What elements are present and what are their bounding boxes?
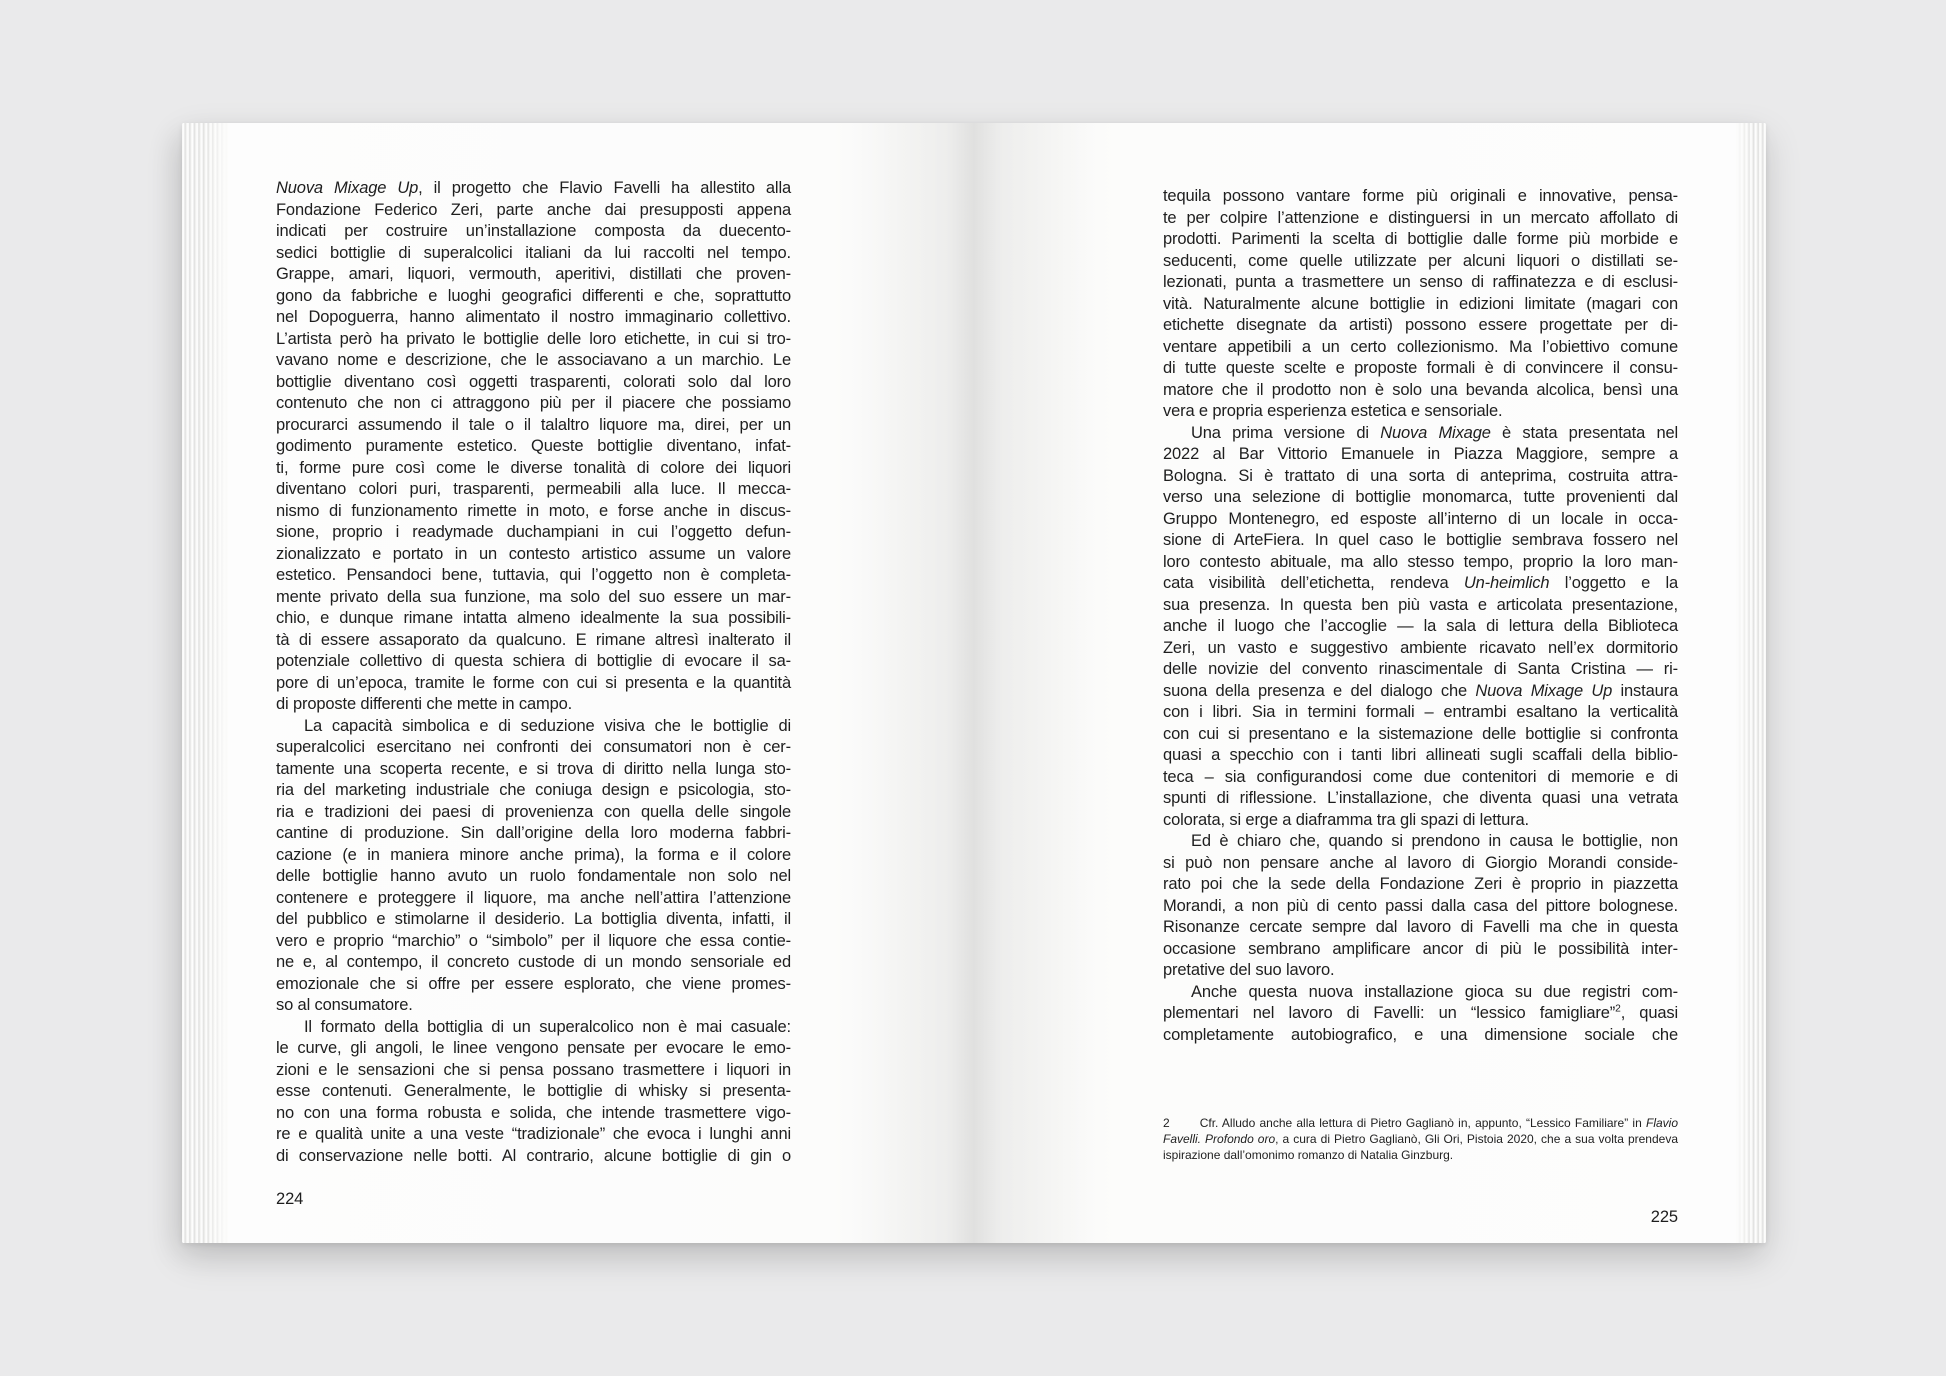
text-line: Anche questa nuova installazione gioca su due registri com- [1191,982,1678,1001]
text-line: ispirazione dall’omonimo romanzo di Natalia Ginzburg. [1163,1148,1454,1162]
text-line: so al consumatore. [276,996,413,1014]
text-line: ne e, al contempo, il concreto custode di un mondo sensoriale ed [276,953,791,971]
text-line: tequila possono vantare forme più originali e innovative, pensa- [1163,187,1678,205]
text-line: estetico. Pensandoci bene, tuttavia, qui l’oggetto non è completa- [276,566,791,584]
text-line: del pubblico e stimolarne il desiderio. La bottiglia diventa, infatti, il [276,910,791,928]
text-line: L’artista però ha privato le bottiglie delle loro etichette, in cui si tro- [276,329,791,348]
text-line: Morandi, a non più di cento passi dalla casa del pittore bolognese. [1163,896,1678,915]
text-line: pretative del suo lavoro. [1163,961,1335,979]
footnote-reference: 2 [1615,1003,1621,1015]
text-line: cata visibilità dell’etichetta, rendeva Un-heimlich l’oggetto e la [1163,574,1679,592]
text-line: zioni e le sensazioni che si pensa possano trasmettere i liquori in [276,1060,791,1079]
text-line: plementari nel lavoro di Favelli: un “lessico famigliare”$^2$, quasi [1163,1003,1678,1022]
italic-text: Nuova Mixage Up [1475,681,1613,700]
text-line: di tutte queste scelte e proposte formali è di convincere il consu- [1163,359,1678,377]
text-line: delle bottiglie hanno avuto un ruolo fondamentale non solo nel [276,867,791,885]
text-line: matore che il prodotto non è solo una bevanda alcolica, bensì una [1163,380,1678,399]
text-line: Nuova Mixage Up, il progetto che Flavio Favelli ha allestito alla [276,179,791,197]
text-line: contenuto che non ci attraggono più per il piacere che possiamo [276,394,791,412]
text-line: cantine di produzione. Sin dall’origine della loro moderna fabbri- [276,824,791,842]
text-line: occasione sembrano amplificare ancor di più le possibilità inter- [1163,939,1678,958]
text-line: quasi a specchio con i tanti libri allineati sugli scaffali della biblio- [1163,746,1678,764]
italic-text: Nuova Mixage [1380,423,1491,442]
text-line: te per colpire l’attenzione e distinguersi in un mercato affollato di [1163,208,1678,227]
text-line: seducenti, come quelle utilizzate per alcuni liquori o distillati se- [1163,251,1678,270]
text-line: sione, proprio i readymade duchampiani in cui l’oggetto defun- [276,523,791,541]
text-line: suona della presenza e del dialogo che Nuova Mixage Up instaura [1163,681,1678,700]
text-line: diventano colori puri, trasparenti, permeabili alla luce. Il mecca- [276,480,791,498]
left-page-edges [182,123,228,1243]
text-line: ria del marketing industriale che coniuga design e psicologia, sto- [276,781,791,799]
text-line: Fondazione Federico Zeri, parte anche dai presupposti appena [276,200,791,219]
text-line: loro contesto abituale, ma allo stesso tempo, proprio la loro man- [1163,552,1678,571]
text-line: superalcolici esercitano nei confronti dei consumatori non è cer- [276,738,791,756]
text-line: etichette disegnate da artisti) possono essere progettate per di- [1163,316,1678,334]
text-line: con i libri. Sia in termini formali – entrambi esaltano la verticalità [1163,703,1678,721]
text-line: colorata, si erge a diaframma tra gli spazi di lettura. [1163,810,1529,829]
open-book-spread [182,123,1766,1243]
text-line: La capacità simbolica e di seduzione visiva che le bottiglie di [304,716,791,735]
left-page-text-column [276,178,791,1167]
italic-text: Flavio [1645,1116,1678,1130]
right-page-edges [1736,123,1766,1243]
text-line: zionalizzato e portato in un contesto artistico assume un valore [276,544,791,563]
text-line: nel Dopoguerra, hanno alimentato il nostro immaginario collettivo. [276,308,791,326]
footnote [1163,1115,1678,1163]
text-line: Gruppo Montenegro, ed esposte all’interno di un locale in occa- [1163,509,1678,528]
text-line: rato poi che la sede della Fondazione Zeri è proprio in piazzetta [1163,875,1678,893]
text-line: Il formato della bottiglia di un superalcolico non è mai casuale: [304,1017,791,1036]
text-line: vero e proprio “marchio” o “simbolo” per il liquore che essa contie- [276,931,791,950]
text-line: nismo di funzionamento rimette in moto, e forse anche in discus- [276,501,791,520]
text-line: Favelli. Profondo oro, a cura di Pietro Gaglianò, Gli Ori, Pistoia 2020, che a sua volta prendeva [1163,1132,1678,1146]
text-line: ria e tradizioni dei paesi di provenienza con quella delle singole [276,802,791,821]
text-line: tamente una scoperta recente, e si trova di diritto nella lunga sto- [276,759,791,778]
text-line: re e qualità unite a una veste “tradizionale” che evoca i lunghi anni [276,1125,791,1143]
text-line: prodotti. Parimenti la scelta di bottiglie dalle forme più morbide e [1163,230,1678,248]
text-line: vera e propria esperienza estetica e sensoriale. [1163,402,1503,420]
text-line: 2022 al Bar Vittorio Emanuele in Piazza Maggiore, sempre a [1163,445,1678,463]
text-line: ventare appetibili a un certo collezionismo. Ma l’obiettivo comune [1163,337,1678,356]
text-line: indicati per costruire un’installazione composta da duecento- [276,222,791,240]
text-line: pore di un’epoca, tramite le forme con cui si presenta e la quantità [276,673,791,692]
text-line: emozionale che si offre per essere esplorato, che viene promes- [276,974,791,993]
text-line: spunti di riflessione. L’installazione, che diventa quasi una vetrata [1163,789,1678,807]
page-number-right: 225 [1650,1208,1678,1226]
italic-text: Un-heimlich [1463,574,1550,592]
italic-text: Nuova Mixage Up [276,179,419,197]
text-line: Bologna. Si è trattato di una sorta di anteprima, costruita attra- [1163,466,1678,485]
text-line: le curve, gli angoli, le linee vengono pensate per evocare le emo- [276,1039,791,1057]
text-line: mente privato della sua funzione, ma solo del suo essere un mar- [276,587,791,606]
text-line: verso una selezione di bottiglie monomarca, tutte provenienti dal [1163,488,1678,506]
text-line: teca – sia configurandosi come due contenitori di memorie e di [1163,767,1678,786]
text-line: si può non pensare anche al lavoro di Giorgio Morandi conside- [1163,853,1678,872]
text-line: tà di essere assaporato da qualcuno. E rimane altresì inalterato il [276,630,791,649]
text-line: di proposte differenti che mette in campo. [276,695,573,713]
text-line: 2 Cfr. Alludo anche alla lettura di Pietro Gaglianò in, appunto, “Lessico Familiare” in Flavio [1163,1116,1678,1130]
text-line: ti, forme pure così come le diverse tonalità di colore dei liquori [276,458,791,477]
text-line: esse contenuti. Generalmente, le bottiglie di whisky si presenta- [276,1082,791,1100]
text-line: anche il luogo che l’accoglie — la sala di lettura della Biblioteca [1163,617,1678,635]
page-number-left: 224 [276,1190,304,1208]
left-page [182,123,974,1243]
text-line: cazione (e in maniera minore anche prima), la forma e il colore [276,845,791,864]
text-line: Grappe, amari, liquori, vermouth, aperitivi, distillati che proven- [276,265,791,283]
text-line: procurarci assumendo il tale o il talaltro liquore ma, direi, per un [276,415,791,434]
right-page [974,123,1766,1243]
text-line: contenere e proteggere il liquore, ma anche nell’attira l’attenzione [276,888,791,907]
text-line: vavano nome e descrizione, che le associavano a un marchio. Le [276,351,791,369]
text-line: potenziale collettivo di questa schiera di bottiglie di evocare il sa- [276,652,791,670]
text-line: no con una forma robusta e solida, che intende trasmettere vigo- [276,1103,791,1122]
text-line: delle novizie del convento rinascimentale di Santa Cristina — ri- [1163,660,1678,678]
text-line: sua presenza. In questa ben più vasta e articolata presentazione, [1163,595,1678,614]
right-page-text-column [1163,186,1678,1046]
text-line: Ed è chiaro che, quando si prendono in causa le bottiglie, non [1191,832,1678,850]
text-line: Risonanze cercate sempre dal lavoro di Favelli ma che in questa [1163,918,1678,936]
text-line: chio, e dunque rimane intatta almeno idealmente la sua possibili- [276,609,791,627]
text-line: Una prima versione di Nuova Mixage è stata presentata nel [1191,423,1679,442]
text-line: con cui si presentano e la sistemazione delle bottiglie si confronta [1163,724,1678,743]
text-line: lezionati, punta a trasmettere un senso di raffinatezza e di esclusi- [1163,273,1678,291]
text-line: completamente autobiografico, e una dimensione sociale che [1163,1025,1678,1044]
text-line: sedici bottiglie di superalcolici italiani da lui raccolti nel tempo. [276,243,791,262]
italic-text: Favelli. Profondo oro [1163,1132,1276,1146]
text-line: Zeri, un vasto e suggestivo ambiente ricavato nell’ex dormitorio [1163,638,1678,657]
text-line: gono da fabbriche e luoghi geografici differenti e che, soprattutto [276,286,791,305]
text-line: bottiglie diventano così oggetti trasparenti, colorati solo dal loro [276,372,791,391]
text-line: sione di ArteFiera. In quel caso le bottiglie sembrava fossero nel [1163,531,1678,549]
text-line: vità. Naturalmente alcune bottiglie in edizioni limitate (magari con [1163,294,1678,313]
text-line: di conservazione nelle botti. Al contrario, alcune bottiglie di gin o [276,1146,791,1165]
text-line: godimento puramente estetico. Queste bottiglie diventano, infat- [276,437,791,455]
